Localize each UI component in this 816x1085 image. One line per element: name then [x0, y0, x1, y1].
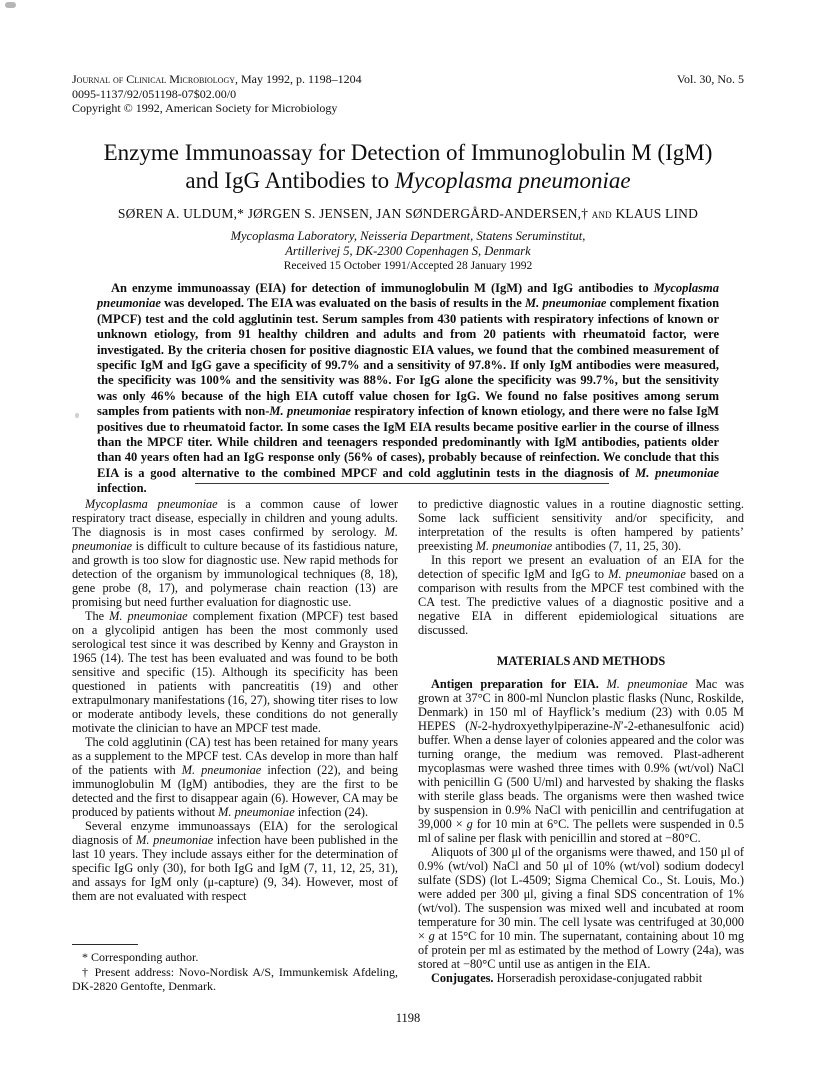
article-title — [40, 139, 776, 195]
abstract-text: An enzyme immunoassay (EIA) for detection of immunoglobulin M (IgM) and IgG antibodies to Mycoplasma pneumoniae was developed. The EIA was evaluated on the basis of results in the M. pneumoniae complement fixation (MPCF) test and the cold agglutinin test. Serum samples from 430 patients with respiratory infections of known or unknown etiology, from 91 healthy children and adults and from 20 patients with rheumatoid factor, were investigated. By the criteria chosen for positive diagnostic EIA values, we found that the combined measurement of specific IgM and IgG gave a specificity of 99.7% and a sensitivity of 97.8%. If only IgM antibodies were measured, the specificity was 100% and the sensitivity was 88%. For IgG alone the specificity was 99.7%, but the sensitivity was only 46% because of the high EIA cutoff value chosen for IgG. We found no false positives among serum samples from patients with non-M. pneumoniae respiratory infection of known etiology, and there were no false IgM positives due to rheumatoid factor. In some cases the IgM EIA results became positive earlier in the course of illness than the MPCF titer. While children and teenagers responded predominantly with IgM antibodies, patients older than 40 years often had an IgG response only (56% of cases), probably because of reinfection. We conclude that this EIA is a good alternative to the combined MPCF and cold agglutinin tests in the diagnosis of M. pneumoniae infection. — [97, 281, 720, 496]
received-line: Received 15 October 1991/Accepted 28 January 1992 — [283, 260, 533, 272]
authors-line — [40, 206, 776, 222]
footnotes — [72, 944, 398, 994]
footnote-present-address: † Present address: Novo-Nordisk A/S, Immunkemisk Afdeling, DK-2820 Gentofte, Denmark. — [72, 964, 398, 993]
abstract — [97, 281, 719, 497]
paragraph-antigen-preparation: Antigen preparation for EIA. M. pneumoniae Mac was grown at 37°C in 800-ml Nunclon plastic flasks (Nunc, Roskilde, Denmark) in 150 ml of Hayflick’s medium (23) with 0.05 M HEPES (N-2-hydroxyethylpiperazine-N′-2-ethanesulfonic acid) buffer. When a dense layer of colonies appeared and the color was turning orange, the medium was removed. Plast-adherent mycoplasmas were washed three times with 0.9% (wt/vol) NaCl with penicillin G (500 U/ml) and harvested by shaking the flasks with sterile glass beads. The organisms were then washed twice by suspension in 0.9% NaCl with penicillin and centrifugation at 39,000 × g for 10 min at 6°C. The pellets were suspended in 0.5 ml of saline per flask with penicillin and stored at −80°C. — [418, 677, 744, 845]
right-column — [418, 497, 744, 1012]
article-title-line1: Enzyme Immunoassay for Detection of Immunoglobulin M (IgM) — [103, 140, 713, 165]
issn-line: 0095-1137/92/051198-07$02.00/0 — [72, 86, 237, 101]
paragraph-continuation: to predictive diagnostic values in a routine diagnostic setting. Some lack sufficient sensitivity and/or specificity, and interpretation of the results is often hampered by patients’ preexisting M. pneumoniae antibodies (7, 11, 25, 30). — [418, 497, 744, 553]
paragraph-mpcf: The M. pneumoniae complement fixation (MPCF) test based on a glycolipid antigen has been the most commonly used serological test since it was described by Kenny and Grayston in 1965 (14). The test has been evaluated and was found to be both sensitive and specific (15). Although its specificity has been questioned in patients with pancreatitis (19) and other extrapulmonary manifestations (16, 27), showing titer rises to low or moderate antibody levels, these conditions do not generally motivate the clinician to have an MPCF test made. — [72, 609, 398, 735]
journal-issue-info: May 1992, p. 1198–1204 — [238, 72, 362, 86]
paragraph-conjugates: Conjugates. Horseradish peroxidase-conjugated rabbit — [431, 971, 703, 985]
paragraph-eia-review: Several enzyme immunoassays (EIA) for the serological diagnosis of M. pneumoniae infection have been published in the last 10 years. They include assays either for the determination of specific IgG only (30), for both IgG and IgM (7, 11, 12, 25, 31), and assays for IgM only (μ-capture) (9, 34). However, most of them are not evaluated with respect — [72, 819, 398, 903]
authors-part2: KLAUS LIND — [611, 206, 699, 221]
left-column — [72, 497, 398, 942]
affiliation — [40, 229, 776, 259]
affiliation-line2: Artillerivej 5, DK-2300 Copenhagen S, Denmark — [285, 244, 531, 258]
volume-line: Vol. 30, No. 5 — [676, 72, 744, 86]
section-heading-materials-methods: MATERIALS AND METHODS — [496, 654, 666, 668]
paragraph-aliquots: Aliquots of 300 μl of the organisms were thawed, and 150 μl of 0.9% (wt/vol) NaCl and 50 μl of 10% (wt/vol) sodium dodecyl sulfate (SDS) (lot L-4509; Sigma Chemical Co., St. Louis, Mo.) were added per 300 μl, giving a final SDS concentration of 1% (wt/vol). The suspension was mixed well and incubated at room temperature for 30 min. The cell lysate was centrifuged at 30,000 × g at 15°C for 10 min. The supernatant, containing about 10 mg of protein per ml as estimated by the method of Lowry (24a), was stored at −80°C until use as antigen in the EIA. — [418, 845, 744, 971]
copyright-line: Copyright © 1992, American Society for Microbiology — [72, 101, 338, 115]
footnote-rule — [72, 944, 138, 945]
body-columns — [72, 497, 744, 1012]
journal-name: Journal of Clinical Microbiology, — [72, 72, 239, 86]
article-title-line2: and IgG Antibodies to Mycoplasma pneumoniae — [185, 168, 631, 193]
paragraph-intro: Mycoplasma pneumoniae is a common cause of lower respiratory tract disease, especially in children and young adults. The diagnosis is in most cases confirmed by serology. M. pneumoniae is difficult to culture because of its fastidious nature, and growth is too slow for diagnostic use. New rapid methods for detection of the organism by immunological techniques (8, 18), gene probe (8, 17), and polymerase chain reaction (13) are promising but need further evaluation for diagnostic use. — [72, 497, 398, 609]
paragraph-cold-agglutinin: The cold agglutinin (CA) test has been retained for many years as a supplement to the MPCF test. CAs develop in more than half of the patients with M. pneumoniae infection (22), and being immunoglobulin M (IgM) antibodies, they are the first to be detected and the first to disappear again (6). However, CA may be produced by patients without M. pneumoniae infection (24). — [72, 735, 398, 819]
scan-artifact — [5, 2, 16, 8]
journal-header — [72, 72, 744, 116]
journal-line — [72, 72, 744, 87]
scan-artifact — [75, 413, 79, 418]
affiliation-line1: Mycoplasma Laboratory, Neisseria Department, Statens Seruminstitut, — [230, 229, 586, 243]
authors-and: and — [591, 206, 612, 221]
footnote-corresponding: * Corresponding author. — [82, 950, 199, 964]
authors-part1: SØREN A. ULDUM,* JØRGEN S. JENSEN, JAN SØNDERGÅRD-ANDERSEN,† — [117, 206, 592, 221]
page-number: 1198 — [395, 1011, 421, 1025]
paragraph-report-aim: In this report we present an evaluation of an EIA for the detection of specific IgM and IgG to M. pneumoniae based on a comparison with results from the MPCF test combined with the CA test. The predictive values of a diagnostic positive and a negative EIA in different epidemiological situations are discussed. — [418, 553, 744, 637]
section-divider — [195, 483, 609, 484]
